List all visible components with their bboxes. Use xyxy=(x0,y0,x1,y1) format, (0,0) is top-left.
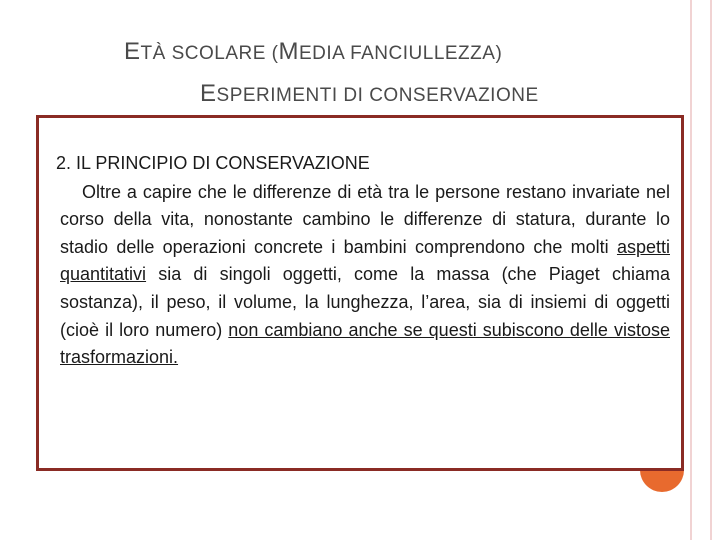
title-text-1b: EDIA FANCIULLEZZA) xyxy=(299,43,503,64)
underlined-phrase-2: non cambiano anche se questi subiscono delle vistose trasformazioni. xyxy=(60,319,670,368)
body-paragraph xyxy=(60,179,670,372)
title-line-1 xyxy=(124,38,502,66)
decorative-frame xyxy=(690,0,712,540)
title-initial-e: E xyxy=(124,38,141,65)
title-initial-e2: E xyxy=(200,80,217,107)
title-text-1a: TÀ SCOLARE ( xyxy=(140,43,279,64)
title-text-2: SPERIMENTI DI CONSERVAZIONE xyxy=(216,85,539,106)
paragraph-text-1: Oltre a capire che le differenze di età tra le persone restano invariate nel corso della vita, nonostante cambino le differenze di statura, durante lo stadio delle operazioni concrete i bambini comprendono che molti xyxy=(60,181,670,257)
section-heading: 2. IL PRINCIPIO DI CONSERVAZIONE xyxy=(56,153,370,173)
title-initial-m: M xyxy=(278,38,299,65)
paragraph-text-2: sia di singoli oggetti, come la massa (che Piaget chiama sostanza), il peso, il volume, la lunghezza, l’area, sia di insiemi di oggetti (cioè il loro numero) xyxy=(60,264,670,340)
underlined-phrase-1: aspetti quantitativi xyxy=(60,236,670,285)
slide-content xyxy=(56,150,670,372)
title-line-2 xyxy=(200,80,539,108)
